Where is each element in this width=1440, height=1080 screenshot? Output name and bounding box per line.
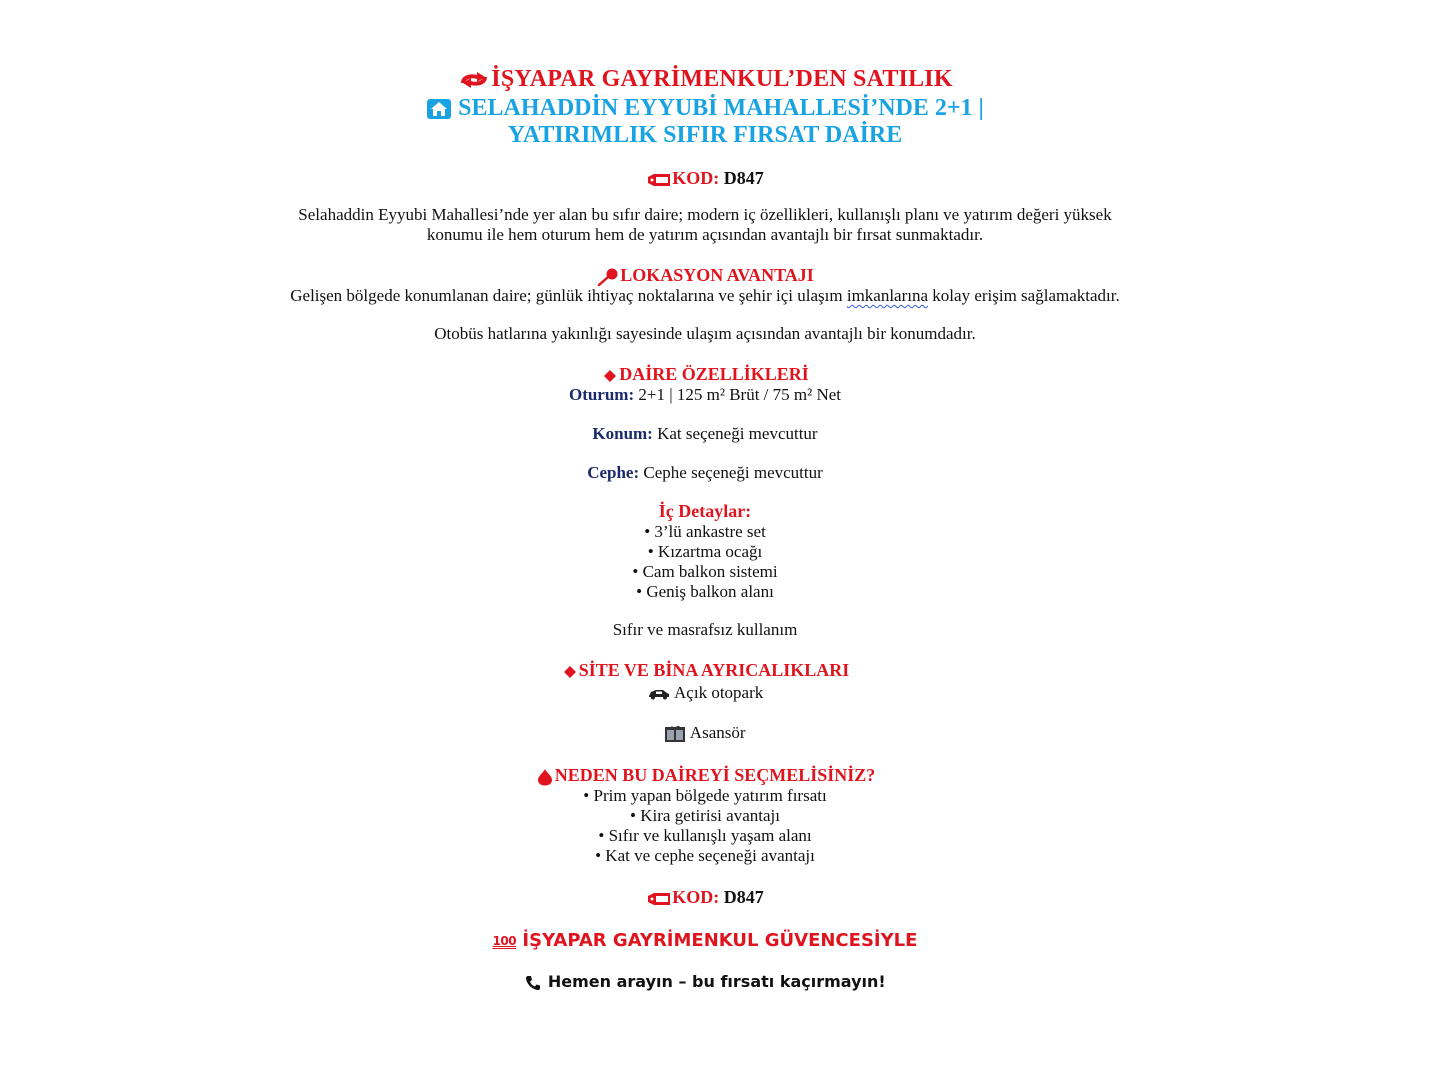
cephe-label: Cephe: xyxy=(587,463,640,482)
code-value: D847 xyxy=(723,168,764,188)
title-text-2: SELAHADDİN EYYUBİ MAHALLESİ’NDE 2+1 | xyxy=(458,95,984,121)
code-label: KOD: xyxy=(672,887,720,908)
car-icon xyxy=(647,688,671,700)
location-text-end: kolay erişim sağlamaktadır. xyxy=(928,286,1120,305)
feature-konum xyxy=(270,424,1140,444)
code-label: KOD: xyxy=(672,168,720,188)
intro-paragraph: Selahaddin Eyyubi Mahallesi’nde yer alan bu sıfır daire; modern iç özellikleri, kullanışlı planı ve yatırım değeri yüksek konumu ile hem oturum hem de yatırım açısından avantajlı bir fırsat sunmaktadır. xyxy=(298,205,1112,244)
recycle-arrows-icon xyxy=(457,71,491,89)
list-item: • Cam balkon sistemi xyxy=(632,562,778,581)
title-line-1 xyxy=(270,66,1140,93)
diamond-icon xyxy=(561,665,579,679)
house-icon xyxy=(426,98,452,120)
konum-value: Kat seçeneği mevcuttur xyxy=(657,424,818,443)
listing-code-top xyxy=(270,167,1140,189)
title-line-3: YATIRIMLIK SIFIR FIRSAT DAİRE xyxy=(507,122,903,148)
why-list xyxy=(270,786,1140,866)
list-item: • Prim yapan bölgede yatırım fırsatı xyxy=(583,786,827,806)
guarantee-text: İŞYAPAR GAYRİMENKUL GÜVENCESİYLE xyxy=(522,930,918,952)
red-drop-icon xyxy=(535,768,555,786)
pushpin-icon xyxy=(596,268,620,286)
diamond-icon xyxy=(601,369,619,383)
features-title-text: DAİRE ÖZELLİKLERİ xyxy=(619,364,809,384)
list-item: • Kızartma ocağı xyxy=(647,542,763,561)
list-item: • Sıfır ve kullanışlı yaşam alanı xyxy=(598,826,812,846)
phone-icon xyxy=(524,974,542,992)
hundred-points-icon: 100 xyxy=(492,934,517,949)
listing-code-bottom xyxy=(270,886,1140,908)
listing-document xyxy=(270,66,1140,992)
feature-oturum xyxy=(270,385,1140,405)
why-title-text: NEDEN BU DAİREYİ SEÇMELİSİNİZ? xyxy=(554,765,876,786)
cta-text: Hemen arayın – bu fırsatı kaçırmayın! xyxy=(547,972,886,992)
transport-paragraph: Otobüs hatlarına yakınlığı sayesinde ulaşım açısından avantajlı bir konumdadır. xyxy=(434,324,976,343)
title-line-2 xyxy=(270,95,1140,122)
code-value: D847 xyxy=(723,887,764,908)
title-text-1: İŞYAPAR GAYRİMENKUL’DEN SATILIK xyxy=(491,66,953,92)
location-title xyxy=(270,265,1140,286)
usage-line: Sıfır ve masrafsız kullanım xyxy=(612,620,798,639)
interior-list xyxy=(270,522,1140,602)
site-title xyxy=(270,660,1140,681)
cephe-value: Cephe seçeneği mevcuttur xyxy=(643,463,823,482)
spellcheck-flagged-word: imkanlarına xyxy=(846,286,929,305)
location-paragraph xyxy=(270,286,1140,306)
feature-cephe xyxy=(270,463,1140,483)
parking-line xyxy=(270,683,1140,703)
location-title-text: LOKASYON AVANTAJI xyxy=(620,265,814,285)
guarantee-line xyxy=(270,930,1140,952)
interior-title: İç Detaylar: xyxy=(658,501,752,521)
elevator-icon xyxy=(664,725,686,743)
oturum-label: Oturum: xyxy=(568,385,635,404)
parking-text: Açık otopark xyxy=(674,683,764,702)
list-item: • Kira getirisi avantajı xyxy=(630,806,780,826)
list-item: • 3’lü ankastre set xyxy=(644,522,766,541)
tag-icon xyxy=(646,173,672,187)
call-to-action xyxy=(270,972,1140,992)
why-title xyxy=(270,765,1140,786)
list-item: • Kat ve cephe seçeneği avantajı xyxy=(595,846,815,866)
list-item: • Geniş balkon alanı xyxy=(636,582,774,601)
elevator-text: Asansör xyxy=(689,723,746,742)
location-text-start: Gelişen bölgede konumlanan daire; günlük ihtiyaç noktalarına ve şehir içi ulaşım xyxy=(290,286,847,305)
konum-label: Konum: xyxy=(592,424,653,443)
features-title xyxy=(270,364,1140,385)
oturum-value: 2+1 | 125 m² Brüt / 75 m² Net xyxy=(638,385,842,404)
tag-icon xyxy=(646,892,672,906)
site-title-text: SİTE VE BİNA AYRICALIKLARI xyxy=(578,660,850,680)
elevator-line xyxy=(270,723,1140,743)
